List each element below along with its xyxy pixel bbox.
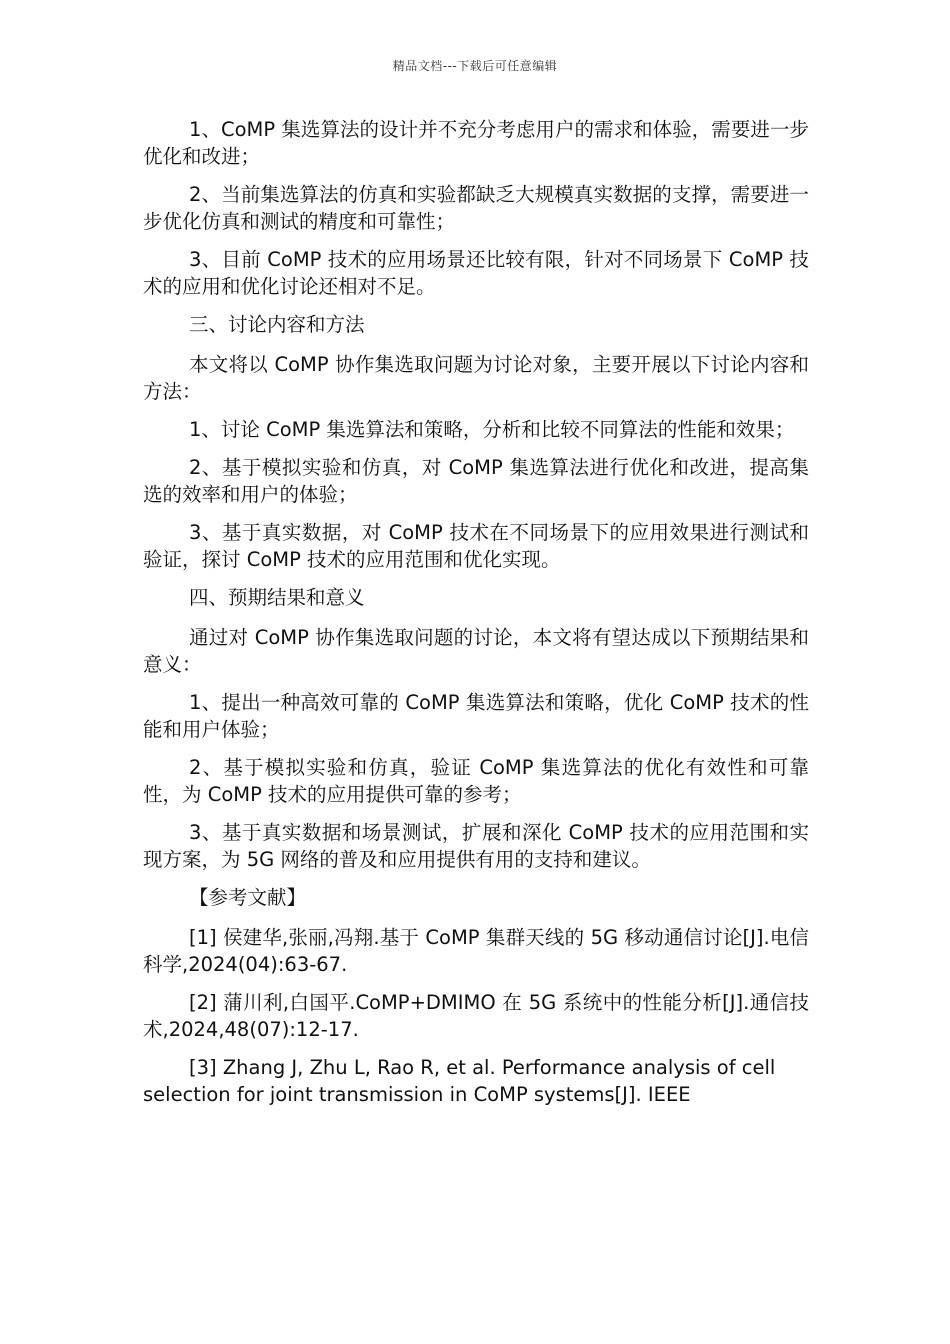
results-intro: 通过对 CoMP 协作集选取问题的讨论，本文将有望达成以下预期结果和意义： (143, 626, 809, 676)
section-heading-methods: 三、讨论内容和方法 (189, 313, 365, 336)
section-heading-results: 四、预期结果和意义 (189, 586, 365, 609)
reference-item-3: [3] Zhang J, Zhu L, Rao R, et al. Performance analysis of cell selection for joint transmission in CoMP systems[J]. IEEE (143, 1056, 776, 1106)
page-header: 精品文档---下载后可任意编辑 (392, 59, 558, 73)
section-heading-references: 【参考文献】 (189, 886, 307, 909)
list-item-issue-2: 2、当前集选算法的仿真和实验都缺乏大规模真实数据的支撑，需要进一步优化仿真和测试的精度和可靠性； (143, 183, 809, 233)
list-item-result-2: 2、基于模拟实验和仿真，验证 CoMP 集选算法的优化有效性和可靠性，为 CoMP 技术的应用提供可靠的参考； (143, 756, 809, 806)
document-body (143, 116, 809, 1119)
reference-item-2: [2] 蒲川利,白国平.CoMP+DMIMO 在 5G 系统中的性能分析[J].通信技术,2024,48(07):12-17. (143, 991, 809, 1041)
reference-item-1: [1] 侯建华,张丽,冯翔.基于 CoMP 集群天线的 5G 移动通信讨论[J].电信科学,2024(04):63-67. (143, 926, 809, 976)
list-item-method-2: 2、基于模拟实验和仿真，对 CoMP 集选算法进行优化和改进，提高集选的效率和用户的体验； (143, 456, 809, 506)
list-item-result-1: 1、提出一种高效可靠的 CoMP 集选算法和策略，优化 CoMP 技术的性能和用户体验； (143, 691, 809, 741)
list-item-method-3: 3、基于真实数据，对 CoMP 技术在不同场景下的应用效果进行测试和验证，探讨 CoMP 技术的应用范围和优化实现。 (143, 521, 809, 571)
methods-intro: 本文将以 CoMP 协作集选取问题为讨论对象，主要开展以下讨论内容和方法： (143, 353, 809, 403)
list-item-issue-1: 1、CoMP 集选算法的设计并不充分考虑用户的需求和体验，需要进一步优化和改进； (143, 118, 809, 168)
list-item-result-3: 3、基于真实数据和场景测试，扩展和深化 CoMP 技术的应用范围和实现方案，为 5G 网络的普及和应用提供有用的支持和建议。 (143, 821, 809, 871)
list-item-issue-3: 3、目前 CoMP 技术的应用场景还比较有限，针对不同场景下 CoMP 技术的应用和优化讨论还相对不足。 (143, 248, 809, 298)
list-item-method-1: 1、讨论 CoMP 集选算法和策略，分析和比较不同算法的性能和效果； (189, 418, 795, 441)
